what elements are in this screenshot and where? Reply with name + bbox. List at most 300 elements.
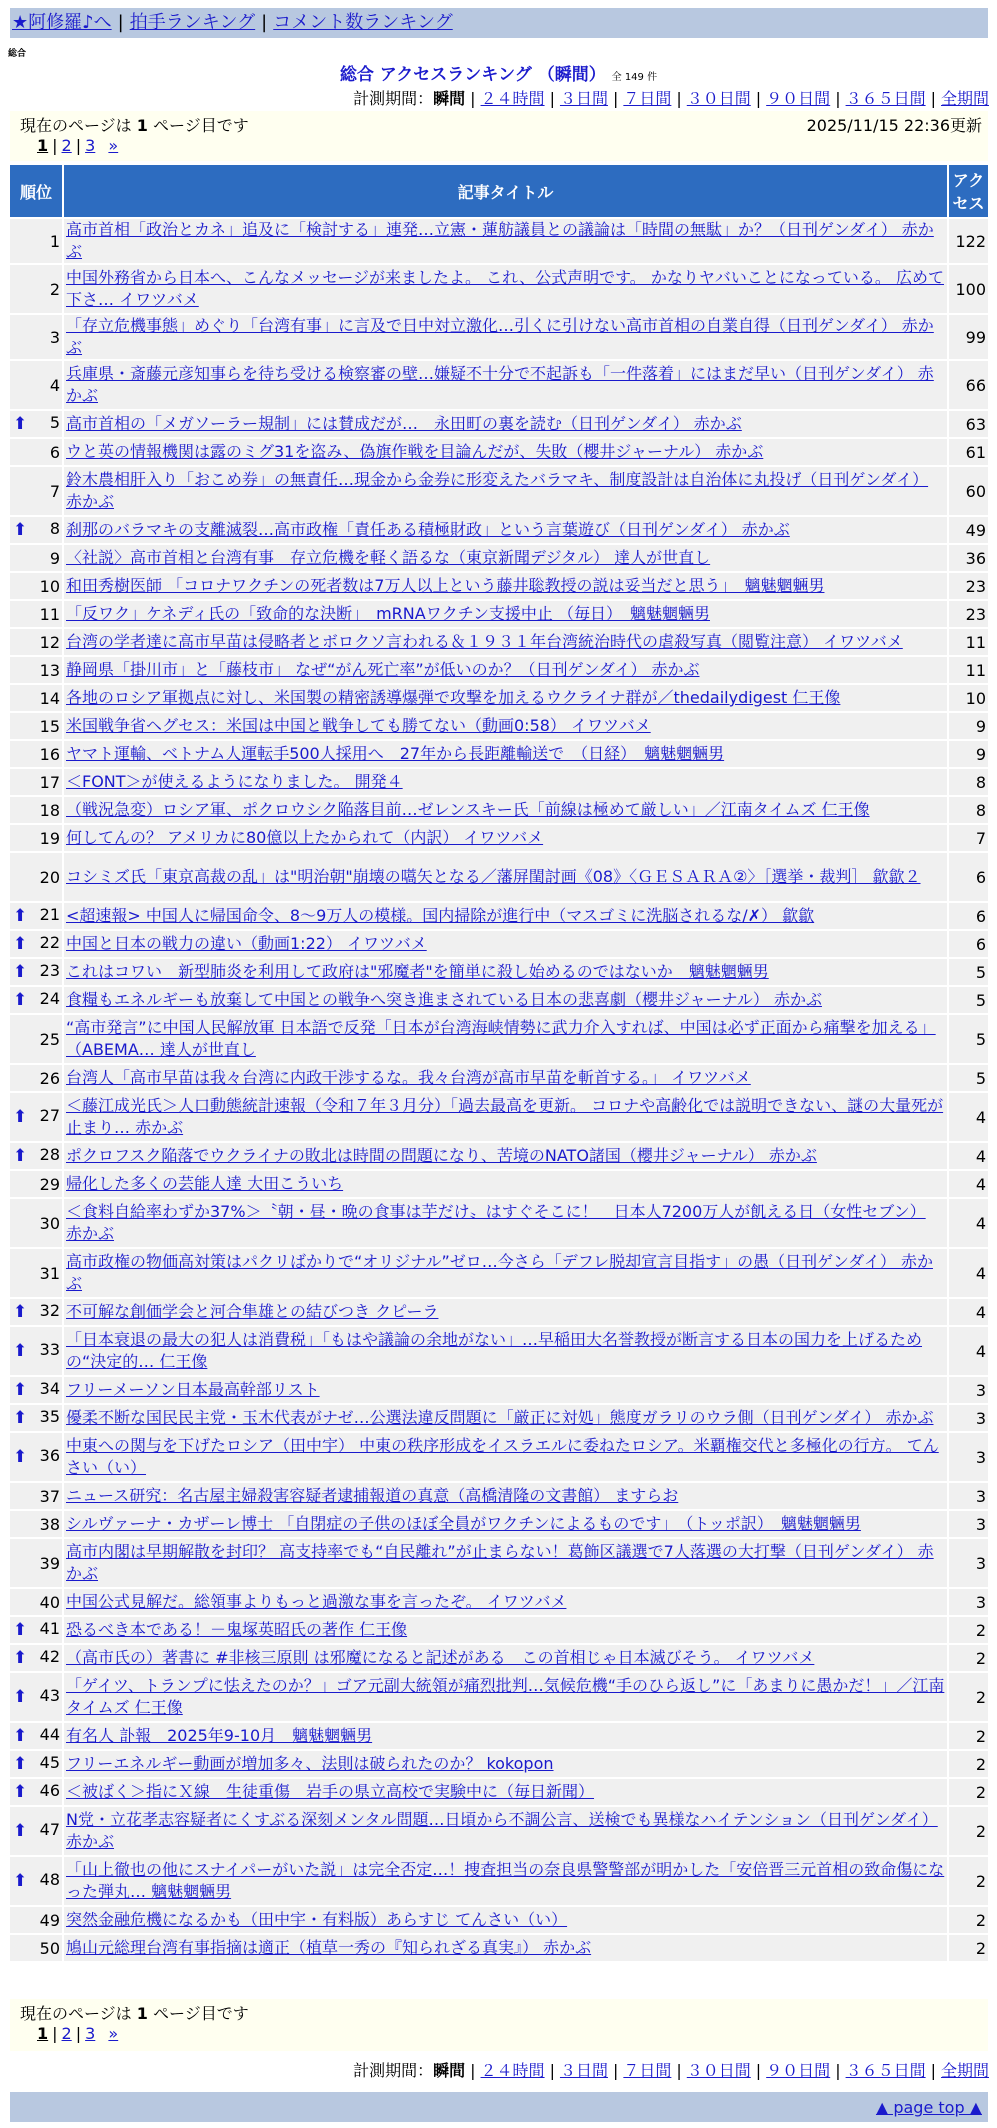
title-cell xyxy=(64,1015,947,1063)
rank-header: 順位 xyxy=(10,165,62,217)
title-cell xyxy=(64,931,947,957)
period-option-link[interactable]: 全期間 xyxy=(940,89,989,108)
article-title-link[interactable]: 「存立危機事態」めぐり「台湾有事」に言及で日中対立激化…引くに引けない高市首相の自業自得（日刊ゲンダイ） 赤かぶ xyxy=(66,316,934,357)
article-title-link[interactable]: 帰化した多くの芸能人達 大田こういち xyxy=(66,1174,344,1193)
access-count: 3 xyxy=(949,1589,988,1615)
article-title-link[interactable]: ウと英の情報機関は露のミグ31を盗み、偽旗作戦を目論んだが、失敗（櫻井ジャーナル） 赤かぶ xyxy=(66,442,764,461)
table-row xyxy=(10,1171,988,1197)
table-row xyxy=(10,1065,988,1091)
access-count: 8 xyxy=(949,769,988,795)
title-cell xyxy=(64,825,947,851)
rank-cell xyxy=(10,1249,62,1297)
page-link-1[interactable]: 1 xyxy=(37,136,49,155)
access-count: 2 xyxy=(949,1857,988,1905)
rank-cell xyxy=(10,361,62,409)
title-cell xyxy=(64,573,947,599)
up-arrow-icon: ⬆ xyxy=(13,414,28,434)
up-arrow-icon: ⬆ xyxy=(13,962,28,982)
table-row xyxy=(10,265,988,313)
title-cell xyxy=(64,1377,947,1403)
rank-cell xyxy=(10,741,62,767)
article-title-link[interactable]: 優柔不断な国民民主党・玉木代表がナゼ…公選法違反問題に「厳正に対処」態度ガラリのウラ側（日刊ゲンダイ） 赤かぶ xyxy=(66,1408,934,1427)
title-cell xyxy=(64,361,947,409)
rank-cell xyxy=(10,1511,62,1537)
article-title-link[interactable]: 突然金融危機になるかも（田中宇・有料版）あらすじ てんさい（い） xyxy=(66,1910,568,1929)
table-row xyxy=(10,1617,988,1643)
article-title-link[interactable]: 兵庫県・斎藤元彦知事らを待ち受ける検察審の壁…嫌疑不十分で不起訴も「一件落着」にはまだ早い（日刊ゲンダイ） 赤かぶ xyxy=(66,364,934,405)
rank-number: 4 xyxy=(49,375,60,395)
rank-number: 15 xyxy=(39,716,60,736)
ranking-rows xyxy=(10,219,988,1961)
access-count: 4 xyxy=(949,1143,988,1169)
article-title-link[interactable]: <超速報> 中国人に帰国命令、8～9万人の模様。国内掃除が進行中（マスゴミに洗脳されるな/✗） 歙歙 xyxy=(66,906,815,925)
period-selector-top xyxy=(353,86,989,109)
page-link-2[interactable]: 2 xyxy=(61,2024,72,2043)
table-row xyxy=(10,629,988,655)
article-title-link[interactable]: 刹那のバラマキの支離滅裂…高市政権「責任ある積極財政」という言葉遊び（日刊ゲンダイ） 赤かぶ xyxy=(66,520,790,539)
rank-cell xyxy=(10,1673,62,1721)
period-separator: | xyxy=(676,2061,682,2080)
rank-cell xyxy=(10,219,62,263)
title-cell xyxy=(64,1327,947,1375)
title-cell xyxy=(64,219,947,263)
rank-number: 26 xyxy=(39,1068,60,1088)
access-count: 49 xyxy=(949,517,988,543)
access-count: 60 xyxy=(949,467,988,515)
rank-number: 45 xyxy=(39,1753,60,1772)
rank-cell xyxy=(10,931,62,957)
article-title-link[interactable]: 「日本衰退の最大の犯人は消費税」「もはや議論の余地がない」…早稲田大名誉教授が断言する日本の国力を上げるための“決定的… 仁王像 xyxy=(66,1330,923,1371)
page-title xyxy=(0,60,997,85)
up-arrow-icon: ⬆ xyxy=(13,906,28,926)
table-row xyxy=(10,411,988,437)
article-title-link[interactable]: 米国戦争省ヘグセス：米国は中国と戦争しても勝てない（動画0:58） イワツバメ xyxy=(66,716,651,735)
rank-cell xyxy=(10,1199,62,1247)
rank-cell xyxy=(10,265,62,313)
article-title-link[interactable]: ニュース研究：名古屋主婦殺害容疑者逮捕報道の真意（高橋清隆の文書館） ますらお xyxy=(66,1486,679,1505)
up-arrow-icon: ⬆ xyxy=(13,1380,28,1400)
rank-number: 9 xyxy=(49,548,60,568)
table-row xyxy=(10,1143,988,1169)
article-title-link[interactable]: これはコワい 新型肺炎を利用して政府は"邪魔者"を簡単に殺し始めるのではないか 魑魅魍魎男 xyxy=(66,962,769,981)
period-option-link[interactable]: ９０日間 xyxy=(766,2061,831,2080)
up-arrow-icon: ⬆ xyxy=(13,1726,28,1746)
up-arrow-icon: ⬆ xyxy=(13,1341,28,1361)
rank-cell xyxy=(10,1751,62,1777)
period-option-link[interactable]: ９０日間 xyxy=(766,89,831,108)
period-separator: | xyxy=(612,89,619,108)
period-options xyxy=(465,2061,989,2080)
title-cell xyxy=(64,1539,947,1587)
access-count: 9 xyxy=(949,713,988,739)
access-count: 2 xyxy=(949,1807,988,1855)
access-count: 6 xyxy=(949,903,988,929)
title-cell xyxy=(64,987,947,1013)
top-nav-bar xyxy=(10,8,988,38)
ranking-title: 総合 アクセスランキング （瞬間） xyxy=(339,65,606,85)
table-row xyxy=(10,769,988,795)
table-row xyxy=(10,361,988,409)
table-row xyxy=(10,1299,988,1325)
rank-cell xyxy=(10,903,62,929)
rank-number: 50 xyxy=(39,1938,60,1958)
rank-cell xyxy=(10,713,62,739)
article-title-link[interactable]: 〈社説〉高市首相と台湾有事 存立危機を軽く語るな（東京新聞デジタル） 達人が世直し xyxy=(66,548,711,567)
rank-cell xyxy=(10,545,62,571)
rank-number: 38 xyxy=(39,1514,60,1534)
table-row xyxy=(10,467,988,515)
access-count: 10 xyxy=(949,685,988,711)
title-cell xyxy=(64,1857,947,1905)
title-cell xyxy=(64,741,947,767)
article-title-link[interactable]: ＜被ばく＞指にＸ線 生徒重傷 岩手の県立高校で実験中に（毎日新聞） xyxy=(66,1782,595,1801)
rank-cell xyxy=(10,1171,62,1197)
article-title-link[interactable]: 「反ワク」ケネディ氏の「致命的な決断」 mRNAワクチン支援中止 （毎日） 魑魅魍魎男 xyxy=(66,604,710,623)
table-row xyxy=(10,1483,988,1509)
page-link-2[interactable]: 2 xyxy=(61,136,72,155)
up-arrow-icon: ⬆ xyxy=(13,934,28,954)
table-row xyxy=(10,1935,988,1961)
table-row xyxy=(10,741,988,767)
title-cell xyxy=(64,1617,947,1643)
up-arrow-icon: ⬆ xyxy=(13,1648,28,1668)
access-count: 3 xyxy=(949,1511,988,1537)
title-cell xyxy=(64,1433,947,1481)
up-arrow-icon: ⬆ xyxy=(13,1447,28,1467)
article-title-link[interactable]: 鳩山元総理台湾有事指摘は適正（植草一秀の『知られざる真実』） 赤かぶ xyxy=(66,1938,592,1957)
pager-separator: | xyxy=(52,136,58,155)
rank-cell xyxy=(10,1645,62,1671)
rank-number: 39 xyxy=(39,1553,60,1573)
rank-cell xyxy=(10,1093,62,1141)
table-row xyxy=(10,1723,988,1749)
access-count: 4 xyxy=(949,1299,988,1325)
article-title-link[interactable]: 中国公式見解だ。総領事よりもっと過激な事を言ったぞ。 イワツバメ xyxy=(66,1592,567,1611)
table-row xyxy=(10,825,988,851)
article-title-link[interactable]: 和田秀樹医師 「コロナワクチンの死者数は7万人以上という藤井聡教授の説は妥当だと思う」 魑魅魍魎男 xyxy=(66,576,825,595)
access-count: 4 xyxy=(949,1249,988,1297)
rank-number: 35 xyxy=(39,1407,60,1426)
rank-number: 28 xyxy=(39,1145,60,1164)
table-row xyxy=(10,517,988,543)
access-count: 3 xyxy=(949,1539,988,1587)
article-title-link[interactable]: コシミズ氏「東京高裁の乱」は"明治朝"崩壊の嚆矢となる／藩屏閨討画《08》〈ＧＥＳＡＲＡ②〉［選挙・裁判］ 歙歙２ xyxy=(66,867,921,886)
title-cell xyxy=(64,1907,947,1933)
article-title-link[interactable]: 恐るべき本である！－鬼塚英昭氏の著作 仁王像 xyxy=(66,1620,408,1639)
article-title-link[interactable]: フリーエネルギー動画が増加多々、法則は破られたのか？ kokopon xyxy=(66,1754,554,1773)
access-count: 2 xyxy=(949,1617,988,1643)
access-count: 2 xyxy=(949,1779,988,1805)
rank-cell xyxy=(10,959,62,985)
access-count: 4 xyxy=(949,1327,988,1375)
ranking-table xyxy=(8,163,990,1963)
up-arrow-icon: ⬆ xyxy=(13,1146,28,1166)
article-title-link[interactable]: フリーメーソン日本最高幹部リスト xyxy=(66,1380,320,1399)
period-option-link[interactable]: ３６５日間 xyxy=(845,89,926,108)
rank-number: 13 xyxy=(39,660,60,680)
table-row xyxy=(10,1645,988,1671)
title-cell xyxy=(64,1935,947,1961)
title-cell xyxy=(64,853,947,901)
rank-number: 18 xyxy=(39,800,60,820)
rank-number: 27 xyxy=(39,1106,60,1125)
rank-number: 19 xyxy=(39,828,60,848)
period-option-link[interactable]: ２４時間 xyxy=(480,2061,545,2080)
rank-cell xyxy=(10,411,62,437)
up-arrow-icon: ⬆ xyxy=(13,1687,28,1707)
title-cell xyxy=(64,265,947,313)
title-cell xyxy=(64,959,947,985)
access-count: 6 xyxy=(949,853,988,901)
article-title-link[interactable]: （高市氏の）著書に #非核三原則 は邪魔になると記述がある この首相じゃ日本滅びそう。 イワツバメ xyxy=(66,1648,815,1667)
article-title-link[interactable]: ＜藤江成光氏＞人口動態統計速報（令和７年３月分）「過去最高を更新。 コロナや高齢化では説明できない、謎の大量死が止まり… 赤かぶ xyxy=(66,1096,944,1137)
nav-separator: | xyxy=(117,12,124,33)
rank-cell xyxy=(10,987,62,1013)
title-cell xyxy=(64,713,947,739)
period-separator: | xyxy=(835,2061,841,2080)
period-option-link[interactable]: ７日間 xyxy=(623,89,672,108)
rank-cell xyxy=(10,517,62,543)
title-cell xyxy=(64,411,947,437)
title-cell xyxy=(64,1511,947,1537)
rank-number: 43 xyxy=(39,1686,60,1705)
up-arrow-icon: ⬆ xyxy=(13,1821,28,1841)
period-separator: | xyxy=(930,2061,936,2080)
up-arrow-icon: ⬆ xyxy=(13,1871,28,1891)
pager-separator: | xyxy=(75,2024,82,2043)
article-title-link[interactable]: 各地のロシア軍拠点に対し、米国製の精密誘導爆弾で攻撃を加えるウクライナ群が／thedailydigest 仁王像 xyxy=(66,688,841,707)
rank-cell xyxy=(10,1779,62,1805)
nav-separator: | xyxy=(261,12,268,33)
rank-number: 24 xyxy=(39,989,60,1008)
article-title-link[interactable]: 何してんの？ アメリカに80億以上たかられて（内訳） イワツバメ xyxy=(66,828,544,847)
period-option-link[interactable]: ２４時間 xyxy=(480,89,545,108)
article-title-link[interactable]: （戦況急変）ロシア軍、ポクロウシク陥落目前…ゼレンスキー氏「前線は極めて厳しい」／江南タイムズ 仁王像 xyxy=(66,800,870,819)
up-arrow-icon: ⬆ xyxy=(13,1754,28,1774)
table-row xyxy=(10,1807,988,1855)
article-title-link[interactable]: シルヴァーナ・カザーレ博士 「自閉症の子供のほぼ全員がワクチンによるものです」 （トッポ訳） 魑魅魍魎男 xyxy=(66,1514,861,1533)
rank-cell xyxy=(10,1935,62,1961)
title-cell xyxy=(64,1143,947,1169)
period-option-link[interactable]: ３日間 xyxy=(559,2061,608,2080)
rank-cell xyxy=(10,769,62,795)
title-cell xyxy=(64,1299,947,1325)
period-separator: | xyxy=(676,89,682,108)
title-cell xyxy=(64,545,947,571)
access-count: 5 xyxy=(949,1065,988,1091)
table-row xyxy=(10,1377,988,1403)
access-count: 5 xyxy=(949,959,988,985)
period-current: 瞬間 xyxy=(433,89,466,108)
article-title-link[interactable]: 不可解な創価学会と河合隼雄との結びつき クピーラ xyxy=(66,1302,439,1321)
pager-separator: | xyxy=(75,136,82,155)
table-row xyxy=(10,797,988,823)
table-row xyxy=(10,657,988,683)
access-count: 11 xyxy=(949,629,988,655)
table-row xyxy=(10,1405,988,1431)
access-count: 7 xyxy=(949,825,988,851)
period-current: 瞬間 xyxy=(433,2061,466,2080)
table-row xyxy=(10,1673,988,1721)
up-arrow-icon: ⬆ xyxy=(13,1620,28,1640)
table-row xyxy=(10,1589,988,1615)
title-cell xyxy=(64,629,947,655)
up-arrow-icon: ⬆ xyxy=(13,1107,28,1127)
period-separator: | xyxy=(755,2061,762,2080)
article-title-link[interactable]: 高市首相の「メガソーラー規制」には賛成だが… 永田町の裏を読む（日刊ゲンダイ） 赤かぶ xyxy=(66,414,742,433)
period-separator: | xyxy=(612,2061,619,2080)
title-cell xyxy=(64,601,947,627)
page-top-link[interactable]: ▲ page top ▲ xyxy=(875,2098,982,2117)
rank-number: 7 xyxy=(49,481,60,501)
home-link[interactable]: ★阿修羅♪へ xyxy=(12,12,112,33)
access-count: 2 xyxy=(949,1673,988,1721)
table-row xyxy=(10,315,988,359)
access-count: 63 xyxy=(949,411,988,437)
period-option-link[interactable]: ７日間 xyxy=(623,2061,672,2080)
table-row xyxy=(10,959,988,985)
rank-number: 47 xyxy=(39,1820,60,1839)
title-cell xyxy=(64,657,947,683)
rank-cell xyxy=(10,1807,62,1855)
next-page-link[interactable]: » xyxy=(108,136,119,155)
article-title-link[interactable]: 有名人 訃報 2025年9-10月 魑魅魍魎男 xyxy=(66,1726,373,1745)
title-cell xyxy=(64,315,947,359)
title-cell xyxy=(64,1589,947,1615)
rank-number: 22 xyxy=(39,933,60,952)
table-row xyxy=(10,1779,988,1805)
rank-number: 3 xyxy=(49,327,60,347)
access-count: 2 xyxy=(949,1645,988,1671)
pager xyxy=(37,136,978,155)
article-title-link[interactable]: ＜食料自給率わずか37%＞〝朝・昼・晩の食事は芋だけ〟はすぐそこに！ 日本人7200万人が飢える日（女性セブン） 赤かぶ xyxy=(66,1202,926,1243)
rank-number: 30 xyxy=(39,1213,60,1233)
pagination-bottom xyxy=(10,1999,988,2051)
rank-cell xyxy=(10,657,62,683)
article-title-link[interactable]: 高市内閣は早期解散を封印？ 高支持率でも“自民離れ”が止まらない！葛飾区議選で7人落選の大打撃（日刊ゲンダイ） 赤かぶ xyxy=(66,1542,934,1583)
next-page-link[interactable]: » xyxy=(108,2024,119,2043)
title-cell xyxy=(64,1093,947,1141)
pager-space xyxy=(95,2024,108,2043)
access-count: 3 xyxy=(949,1483,988,1509)
rank-cell xyxy=(10,1857,62,1905)
access-count: 5 xyxy=(949,1015,988,1063)
article-title-link[interactable]: 中国外務省から日本へ、こんなメッセージが来ましたよ。 これ、公式声明です。 かなりヤバいことになっている。 広めて下さ… イワツバメ xyxy=(66,268,944,309)
period-option-link[interactable]: ３日間 xyxy=(559,89,608,108)
rank-cell xyxy=(10,1065,62,1091)
rank-cell xyxy=(10,1327,62,1375)
article-title-link[interactable]: 静岡県「掛川市」と「藤枝市」 なぜ“がん死亡率”が低いのか？（日刊ゲンダイ） 赤かぶ xyxy=(66,660,700,679)
article-title-link[interactable]: 「山上徹也の他にスナイパーがいた説」は完全否定…！捜査担当の奈良県警警部が明かした「安倍晋三元首相の致命傷になった弾丸… 魑魅魍魎男 xyxy=(66,1860,945,1901)
rank-number: 48 xyxy=(39,1870,60,1889)
article-title-link[interactable]: 台湾の学者達に高市早苗は侵略者とボロクソ言われる＆１９３１年台湾統治時代の虐殺写真（閲覧注意） イワツバメ xyxy=(66,632,903,651)
page-info-number: 1 xyxy=(136,116,148,135)
article-title-link[interactable]: 「ゲイツ、トランプに怯えたのか？」ゴア元副大統領が痛烈批判…気候危機“手のひら返し”に「あまりに愚かだ！」／江南タイムズ 仁王像 xyxy=(66,1676,945,1717)
comment-ranking-link[interactable]: コメント数ランキング xyxy=(273,12,453,33)
period-option-link[interactable]: ３０日間 xyxy=(686,89,751,108)
article-title-link[interactable]: 中東への関与を下げたロシア（田中宇） 中東の秩序形成をイスラエルに委ねたロシア。米覇権交代と多極化の行方。 てんさい（い） xyxy=(66,1436,939,1477)
rank-number: 46 xyxy=(39,1781,60,1800)
rank-number: 5 xyxy=(49,413,60,432)
article-title-link[interactable]: “高市発言”に中国人民解放軍 日本語で反発「日本が台湾海峡情勢に武力介入すれば、中国は必ず正面から痛撃を加える」（ABEMA… 達人が世直し xyxy=(66,1018,936,1059)
rank-number: 8 xyxy=(49,519,60,538)
table-row xyxy=(10,903,988,929)
title-cell xyxy=(64,439,947,465)
title-cell xyxy=(64,1751,947,1777)
page-info-text: 現在のページは xyxy=(20,2004,132,2023)
table-row xyxy=(10,1199,988,1247)
article-title-link[interactable]: N党・立花孝志容疑者にくすぶる深刻メンタル問題…日頃から不調公言、送検でも異様なハイテンション（日刊ゲンダイ） 赤かぶ xyxy=(66,1810,938,1851)
period-option-link[interactable]: ３０日間 xyxy=(686,2061,751,2080)
access-count: 9 xyxy=(949,741,988,767)
rank-number: 11 xyxy=(39,604,60,624)
pager xyxy=(37,2024,978,2043)
table-row xyxy=(10,1327,988,1375)
table-row xyxy=(10,853,988,901)
period-selector-bottom xyxy=(353,2058,989,2081)
access-count: 2 xyxy=(949,1907,988,1933)
article-title-link[interactable]: 台湾人「高市早苗は我々台湾に内政干渉するな。我々台湾が高市早苗を斬首する。」 イワツバメ xyxy=(66,1068,751,1087)
rank-number: 21 xyxy=(39,905,60,924)
rank-cell xyxy=(10,1377,62,1403)
rank-number: 12 xyxy=(39,632,60,652)
title-cell xyxy=(64,1807,947,1855)
rank-cell xyxy=(10,1483,62,1509)
period-option-link[interactable]: ３６５日間 xyxy=(845,2061,926,2080)
page-link-3[interactable]: 3 xyxy=(85,2024,96,2043)
title-cell xyxy=(64,1673,947,1721)
table-row xyxy=(10,1015,988,1063)
table-row xyxy=(10,931,988,957)
access-count: 2 xyxy=(949,1935,988,1961)
rank-cell xyxy=(10,601,62,627)
article-title-link[interactable]: 中国と日本の戦力の違い（動画1:22） イワツバメ xyxy=(66,934,427,953)
rank-number: 29 xyxy=(39,1174,60,1194)
article-title-link[interactable]: ＜FONT＞が使えるようになりました。 開発４ xyxy=(66,772,403,791)
access-count: 3 xyxy=(949,1405,988,1431)
rank-number: 25 xyxy=(39,1029,60,1049)
rank-number: 16 xyxy=(39,744,60,764)
access-count: 99 xyxy=(949,315,988,359)
article-title-link[interactable]: ポクロフスク陥落でウクライナの敗北は時間の問題になり、苦境のNATO諸国（櫻井ジャーナル） 赤かぶ xyxy=(66,1146,817,1165)
access-count: 23 xyxy=(949,601,988,627)
article-title-link[interactable]: ヤマト運輸、ベトナム人運転手500人採用へ 27年から長距離輸送で （日経） 魑魅魍魎男 xyxy=(66,744,725,763)
period-separator: | xyxy=(470,89,476,108)
title-cell xyxy=(64,1405,947,1431)
article-title-link[interactable]: 鈴木農相肝入り「おこめ券」の無責任…現金から金券に形変えたバラマキ、制度設計は自治体に丸投げ（日刊ゲンダイ） 赤かぶ xyxy=(66,470,929,511)
rank-number: 23 xyxy=(39,961,60,980)
title-cell xyxy=(64,1065,947,1091)
rank-number: 6 xyxy=(49,442,60,462)
access-count: 23 xyxy=(949,573,988,599)
access-count: 4 xyxy=(949,1093,988,1141)
article-title-link[interactable]: 高市政権の物価高対策はパクリばかりで“オリジナル”ゼロ…今さら「デフレ脱却宣言目指す」の愚（日刊ゲンダイ） 赤かぶ xyxy=(66,1252,933,1293)
article-title-link[interactable]: 食糧もエネルギーも放棄して中国との戦争へ突き進まされている日本の悲喜劇（櫻井ジャーナル） 赤かぶ xyxy=(66,990,822,1009)
period-separator: | xyxy=(930,89,936,108)
page-link-1[interactable]: 1 xyxy=(37,2024,49,2043)
clap-ranking-link[interactable]: 拍手ランキング xyxy=(129,12,256,33)
page-link-3[interactable]: 3 xyxy=(85,136,96,155)
rank-number: 37 xyxy=(39,1486,60,1506)
rank-number: 33 xyxy=(39,1340,60,1359)
access-count: 5 xyxy=(949,987,988,1013)
period-option-link[interactable]: 全期間 xyxy=(940,2061,989,2080)
article-title-link[interactable]: 高市首相「政治とカネ」追及に「検討する」連発…立憲・蓮舫議員との議論は「時間の無駄」か？（日刊ゲンダイ） 赤かぶ xyxy=(66,220,934,261)
rank-number: 41 xyxy=(39,1619,60,1638)
title-cell xyxy=(64,467,947,515)
rank-number: 36 xyxy=(39,1446,60,1465)
rank-number: 2 xyxy=(49,279,60,299)
